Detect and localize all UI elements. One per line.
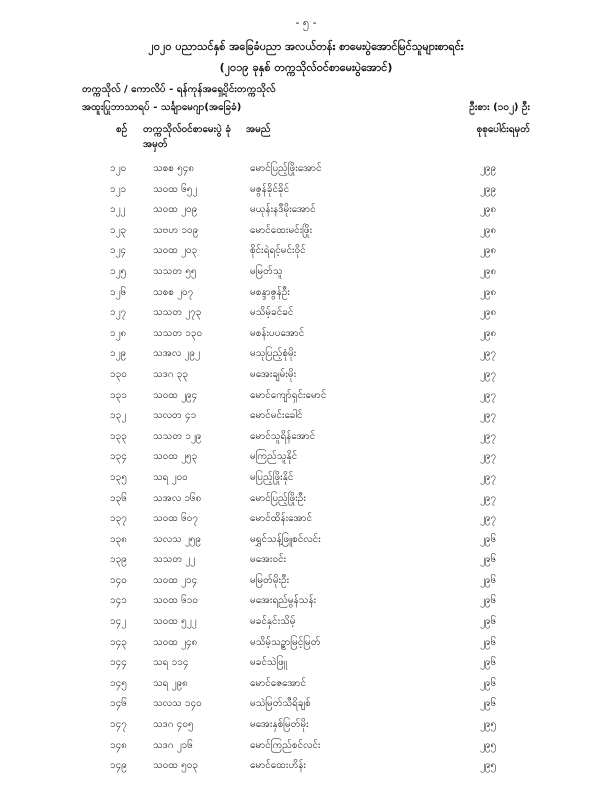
student-name: မကြည်သူနိုင် [250, 451, 298, 463]
row-number: ၁၂၄ [110, 245, 127, 257]
table-row [0, 405, 612, 426]
row-number: ၁၃၇ [110, 513, 127, 525]
student-name: မအေးချမ်းမိုး [250, 368, 297, 380]
row-number: ၁၂၉ [110, 348, 127, 360]
table-row [0, 693, 612, 714]
row-number: ၁၄၁ [110, 595, 127, 607]
exam-seat-number: သဗဟ ၁၀၉ [153, 224, 199, 236]
exam-seat-number: သသတ ၁၃၀ [153, 327, 203, 339]
exam-seat-number: သစစ ၅၄၈ [153, 163, 195, 174]
row-number: ၁၂၃ [110, 224, 127, 236]
exam-seat-number: သလသ ၁၄၀ [153, 698, 202, 710]
table-row [0, 632, 612, 653]
table-row [0, 755, 612, 776]
row-number: ၁၄၂ [110, 616, 127, 628]
total-score: ၂၉၇ [480, 389, 497, 401]
exam-seat-number: သဝထ ၂၁၄ [153, 574, 198, 586]
row-number: ၁၄၈ [110, 739, 127, 751]
row-number: ၁၂၂ [110, 204, 126, 216]
row-number: ၁၄၉ [110, 760, 127, 772]
exam-seat-number: သရ ၁၁၄ [153, 657, 189, 669]
exam-seat-number: သဝထ ၅၀၃ [153, 760, 199, 772]
table-row [0, 199, 612, 220]
exam-seat-number: သဒဂ ၃၃ [153, 368, 189, 380]
row-number: ၁၃၉ [110, 554, 127, 566]
student-name: မရွှင်သန့်ဖြူစင်လင်း [250, 533, 321, 545]
column-header-name: အမည် [246, 124, 271, 135]
total-score: ၂၉၇ [480, 410, 497, 422]
table-row [0, 179, 612, 200]
exam-seat-number: သဒဂ ၄၀၅ [153, 719, 194, 731]
table-row [0, 735, 612, 756]
row-number: ၁၃၆ [110, 492, 127, 504]
total-score: ၂၉၆ [480, 595, 497, 607]
total-score: ၂၉၈ [480, 265, 497, 277]
table-row [0, 446, 612, 467]
total-score: ၂၉၉ [480, 163, 497, 174]
total-score: ၂၉၈ [480, 245, 497, 257]
row-number: ၁၃၈ [110, 533, 127, 545]
student-name: စိုင်းရဲရင့်မင်းဝိုင် [250, 245, 306, 257]
row-number: ၁၃၃ [110, 430, 127, 442]
row-number: ၁၄၀ [110, 574, 127, 586]
row-number: ၁၂၁ [110, 183, 127, 195]
exam-seat-number: သရ ၂၉၈ [153, 677, 188, 689]
table-row [0, 549, 612, 570]
row-number: ၁၂၀ [110, 163, 127, 174]
exam-seat-number: သသတ ၂၂ [153, 554, 196, 566]
student-name: မဇွန်ခိုင်ခိုင် [250, 183, 290, 195]
row-number: ၁၃၅ [110, 471, 127, 483]
table-row [0, 426, 612, 447]
total-score: ၂၉၈ [480, 286, 497, 298]
exam-seat-number: သဝထ ၂၅၃ [153, 451, 198, 463]
row-number: ၁၂၆ [110, 286, 127, 298]
table-row [0, 467, 612, 488]
total-score: ၂၉၈ [480, 204, 497, 216]
student-name: မောင်မင်းခေါင် [250, 410, 303, 422]
table-row [0, 488, 612, 509]
row-number: ၁၃၁ [110, 389, 127, 401]
student-name: မသိမ့်သဥ္စာမြင့်မြတ် [250, 636, 321, 648]
student-name: မောင်ကျော်ရှင်းမောင် [250, 389, 327, 401]
exam-seat-number: သဝထ ၂၄၈ [153, 636, 198, 648]
student-name: မောင်ပြည့်ဖြိုးအောင် [250, 163, 322, 174]
student-name: မသိမ့်ခင်ခင် [250, 307, 294, 319]
total-score: ၂၉၇ [480, 451, 497, 463]
total-score: ၂၉၆ [480, 657, 497, 669]
total-score: ၂၉၆ [480, 616, 497, 628]
student-name: မမြတ်သူ [250, 265, 283, 277]
total-score: ၂၉၈ [480, 224, 497, 236]
total-score: ၂၉၇ [480, 513, 497, 525]
page-number: - ၅ - [295, 16, 317, 29]
table-row [0, 323, 612, 344]
row-number: ၁၄၇ [110, 719, 127, 731]
total-score: ၂၉၆ [480, 554, 497, 566]
row-number: ၁၂၅ [110, 265, 127, 277]
student-count: ဦးစား (၁၀၂) ဦး [469, 102, 530, 113]
student-name: မပြည့်ဖြိုးနိုင် [250, 471, 294, 483]
exam-seat-number: သဝထ ၂၉၄ [153, 389, 198, 401]
table-row [0, 364, 612, 385]
total-score: ၂၉၅ [480, 760, 497, 772]
column-header-score: စုစုပေါင်းရမှတ် [476, 124, 530, 135]
student-name: မောင်ကြည်စင်လင်း [250, 739, 321, 751]
student-name: မောင်ထေးဟိန်း [250, 760, 306, 772]
table-row [0, 261, 612, 282]
total-score: ၂၉၅ [480, 739, 497, 751]
table-row [0, 570, 612, 591]
table-row [0, 714, 612, 735]
student-name: မအေးရည်မွန်သန်း [250, 595, 317, 607]
total-score: ၂၉၆ [480, 533, 497, 545]
student-name: မမြတ်မိုးဦး [250, 574, 290, 586]
exam-seat-number: သစစ ၂၀၇ [153, 286, 194, 298]
exam-seat-number: သဝထ ၆၁၀ [153, 595, 199, 607]
exam-seat-number: သအလ ၁၆၈ [153, 492, 202, 504]
exam-seat-number: သသတ ၂၇၃ [153, 307, 202, 319]
table-row [0, 529, 612, 550]
column-header-code: တက္ကသိုလ်ဝင်စာမေးပွဲ ခုံအမှတ် [143, 124, 231, 150]
table-row [0, 158, 612, 179]
student-name: မောင်ထေးမင်းဖြိုး [250, 224, 313, 236]
student-name: မောင်သူရိန်အောင် [250, 430, 316, 442]
student-name: မအေးဝင်း [250, 554, 287, 566]
student-name: မောင်ပြည့်ဖြိုးဦး [250, 492, 306, 504]
exam-seat-number: သဝထ ၅၂၂ [153, 616, 197, 628]
row-number: ၁၄၅ [110, 677, 127, 689]
table-row [0, 282, 612, 303]
table-row [0, 343, 612, 364]
results-table [0, 158, 612, 776]
exam-seat-number: သဝထ ၂၀၉ [153, 204, 198, 216]
student-name: မခင်သဲဖြူ [250, 657, 287, 669]
student-name: မအေးနှစ်မြတ်မိုး [250, 719, 309, 731]
row-number: ၁၄၄ [110, 657, 127, 669]
student-name: မောင်ထိန်းအောင် [250, 513, 313, 525]
table-row [0, 385, 612, 406]
total-score: ၂၉၆ [480, 698, 497, 710]
table-row [0, 220, 612, 241]
table-row [0, 673, 612, 694]
table-row [0, 302, 612, 323]
column-header-no: စဉ် [116, 124, 128, 135]
student-name: မခင်နှင်းသိမ့် [250, 616, 296, 628]
exam-seat-number: သဝထ ၂၀၃ [153, 245, 198, 257]
table-row [0, 240, 612, 261]
total-score: ၂၉၆ [480, 677, 497, 689]
exam-seat-number: သလတ ၄၁ [153, 410, 197, 422]
student-name: မောင်ဇေအောင် [250, 677, 307, 689]
total-score: ၂၉၉ [480, 183, 497, 195]
row-number: ၁၂၈ [110, 327, 127, 339]
total-score: ၂၉၈ [480, 327, 497, 339]
total-score: ၂၉၇ [480, 471, 497, 483]
row-number: ၁၄၃ [110, 636, 127, 648]
total-score: ၂၉၆ [480, 574, 497, 586]
row-number: ၁၃၂ [110, 410, 127, 422]
major-heading: အထူးပြုဘာသာရပ် - သင်္ချာမေဂျာ(အခြေခံ) [82, 102, 242, 113]
document-title: ၂၀၂၀ ပညာသင်နှစ် အခြေခံပညာ အလယ်တန်း စာမေးပွဲအောင်မြင်သူများစာရင်း [148, 40, 464, 53]
total-score: ၂၉၇ [480, 368, 497, 380]
exam-seat-number: သလသ ၂၅၉ [153, 533, 202, 545]
table-row [0, 508, 612, 529]
exam-seat-number: သဝထ ၆၀၇ [153, 513, 199, 525]
total-score: ၂၉၇ [480, 348, 497, 360]
total-score: ၂၉၇ [480, 492, 497, 504]
exam-seat-number: သဝထ ၆၅၂ [153, 183, 198, 195]
table-row [0, 652, 612, 673]
student-name: မစန္ဒာဇွန်ဦး [250, 286, 290, 298]
total-score: ၂၉၅ [480, 719, 497, 731]
table-row [0, 590, 612, 611]
row-number: ၁၃၀ [110, 368, 127, 380]
university-heading: တက္ကသိုလ် / ကောလိပ် - ရန်ကုန်အရှေ့ပိုင်းတက္ကသိုလ် [82, 84, 276, 95]
exam-seat-number: သသတ ၁၂၉ [153, 430, 202, 442]
total-score: ၂၉၆ [480, 636, 497, 648]
exam-seat-number: သဒဂ ၂၁၆ [153, 739, 193, 751]
student-name: မသုပြည့်စုံမိုး [250, 348, 297, 360]
row-number: ၁၂၇ [110, 307, 127, 319]
table-row [0, 611, 612, 632]
document-subtitle: (၂၀၁၉ ခုနှစ် တက္ကသိုလ်ဝင်စာမေးပွဲအောင်) [219, 61, 393, 74]
total-score: ၂၉၈ [480, 307, 497, 319]
total-score: ၂၉၇ [480, 430, 497, 442]
exam-seat-number: သအလ ၂၉၂ [153, 348, 200, 360]
row-number: ၁၄၆ [110, 698, 127, 710]
exam-seat-number: သသတ ၅၅ [153, 265, 197, 277]
student-name: မစန်းပပအောင် [250, 327, 305, 339]
row-number: ၁၃၄ [110, 451, 127, 463]
student-name: မယုန်းနဒီမိုးအောင် [250, 204, 316, 216]
student-name: မသဲမြတ်သီရိချစ် [250, 698, 311, 710]
exam-seat-number: သရ ၂၀၀ [153, 471, 188, 483]
